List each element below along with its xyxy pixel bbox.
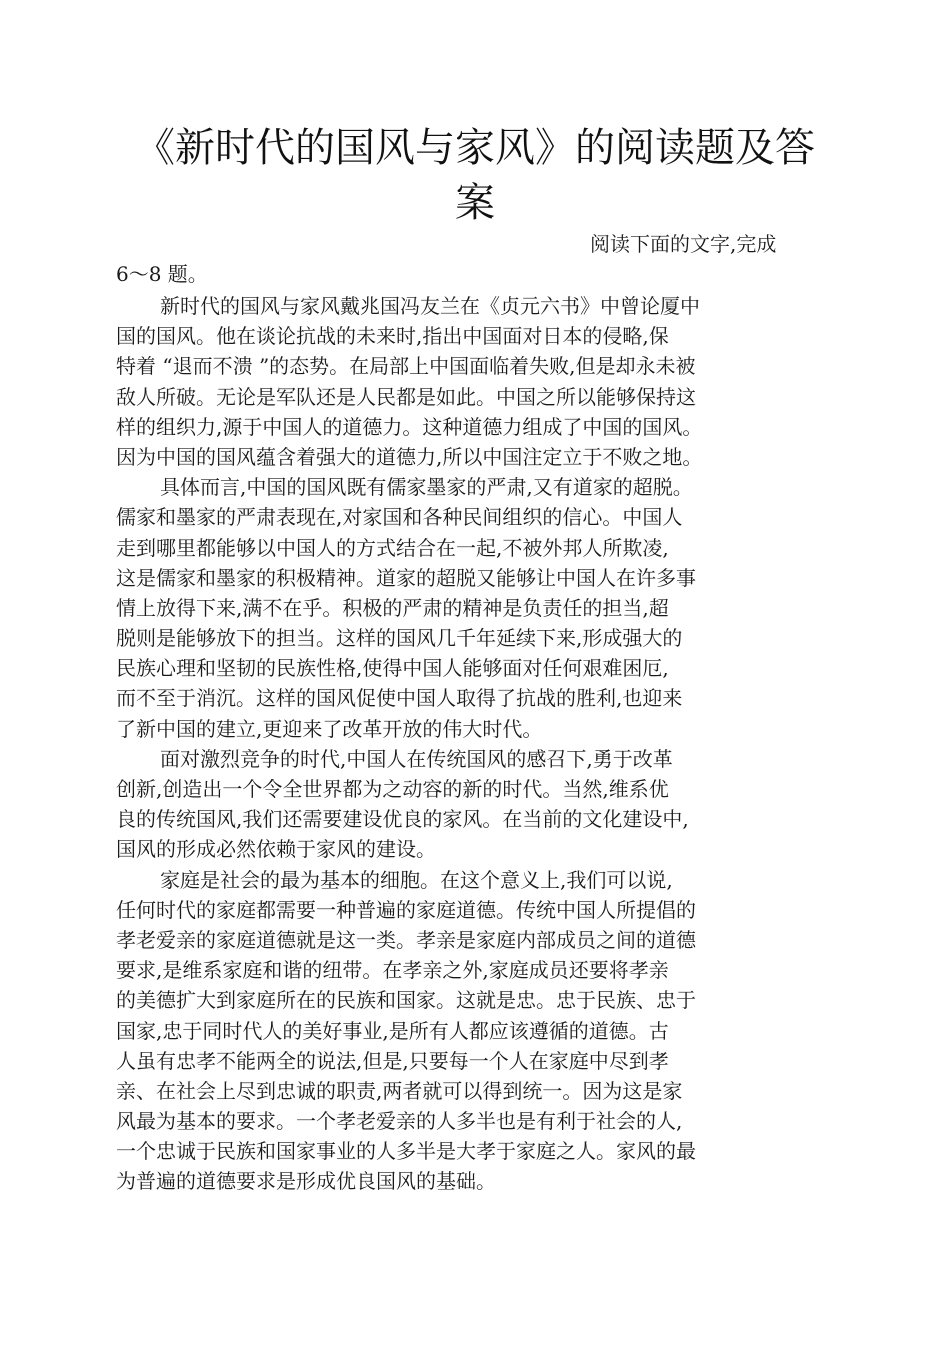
instruction-line-1: 阅读下面的文字,完成	[590, 232, 777, 256]
text-line: 民族心理和坚韧的民族性格,使得中国人能够面对任何艰难困厄,	[116, 656, 669, 681]
text-line: 脱则是能够放下的担当。这样的国风几千年延续下来,形成强大的	[116, 626, 683, 651]
text-line: 风最为基本的要求。一个孝老爱亲的人多半也是有利于社会的人,	[116, 1109, 683, 1134]
article-body	[116, 291, 816, 1197]
text-line: 要求,是维系家庭和谐的纽带。在孝亲之外,家庭成员还要将孝亲	[116, 958, 669, 983]
text-line: 孝老爱亲的家庭道德就是这一类。孝亲是家庭内部成员之间的道德	[116, 927, 696, 952]
text-line: 因为中国的国风蕴含着强大的道德力,所以中国注定立于不败之地。	[116, 444, 703, 469]
text-line: 了新中国的建立,更迎来了改革开放的伟大时代。	[116, 716, 543, 741]
document-title-line-2: 案	[455, 180, 495, 226]
document-title-line-1: 《新时代的国风与家风》的阅读题及答	[135, 125, 815, 171]
text-line: 良的传统国风,我们还需要建设优良的家风。在当前的文化建设中,	[116, 807, 689, 832]
text-line: 为普遍的道德要求是形成优良国风的基础。	[116, 1169, 496, 1194]
text-line: 特着 “退而不溃 ”的态势。在局部上中国面临着失败,但是却永未被	[116, 354, 696, 379]
text-line: 人虽有忠孝不能两全的说法,但是,只要每一个人在家庭中尽到孝	[116, 1048, 669, 1073]
text-line: 国风的形成必然依赖于家风的建设。	[116, 837, 436, 862]
text-line: 走到哪里都能够以中国人的方式结合在一起,不被外邦人所欺凌,	[116, 535, 669, 560]
text-line: 而不至于消沉。这样的国风促使中国人取得了抗战的胜利,也迎来	[116, 686, 683, 711]
paragraph-first-line: 新时代的国风与家风戴兆国冯友兰在《贞元六书》中曾论厦中	[160, 294, 700, 318]
text-line: 亲、在社会上尽到忠诚的职责,两者就可以得到统一。因为这是家	[116, 1078, 683, 1103]
text-line: 情上放得下来,满不在乎。积极的严肃的精神是负责任的担当,超	[116, 595, 669, 620]
text-line: 国家,忠于同时代人的美好事业,是所有人都应该遵循的道德。古	[116, 1018, 669, 1043]
text-line: 创新,创造出一个令全世界都为之动容的新的时代。当然,维系优	[116, 777, 669, 801]
text-line: 儒家和墨家的严肃表现在,对家国和各种民间组织的信心。中国人	[116, 505, 683, 530]
paragraph-first-line: 家庭是社会的最为基本的细胞。在这个意义上,我们可以说,	[160, 867, 673, 892]
text-line: 敌人所破。无论是军队还是人民都是如此。中国之所以能够保持这	[116, 384, 696, 409]
text-line: 一个忠诚于民族和国家事业的人多半是大孝于家庭之人。家风的最	[116, 1139, 696, 1164]
paragraph-first-line: 具体而言,中国的国风既有儒家墨家的严肃,又有道家的超脱。	[160, 475, 693, 500]
paragraph-first-line: 面对激烈竞争的时代,中国人在传统国风的感召下,勇于改革	[160, 746, 673, 771]
text-line: 样的组织力,源于中国人的道德力。这种道德力组成了中国的国风。	[116, 414, 703, 439]
instruction-line-2: 6～8 题。	[116, 262, 208, 286]
text-line: 任何时代的家庭都需要一种普遍的家庭道德。传统中国人所提倡的	[116, 897, 696, 922]
text-line: 的美德扩大到家庭所在的民族和国家。这就是忠。忠于民族、忠于	[116, 988, 696, 1013]
text-line: 国的国风。他在谈论抗战的未来时,指出中国面对日本的侵略,保	[116, 324, 669, 349]
text-line: 这是儒家和墨家的积极精神。道家的超脱又能够让中国人在许多事	[116, 565, 696, 590]
